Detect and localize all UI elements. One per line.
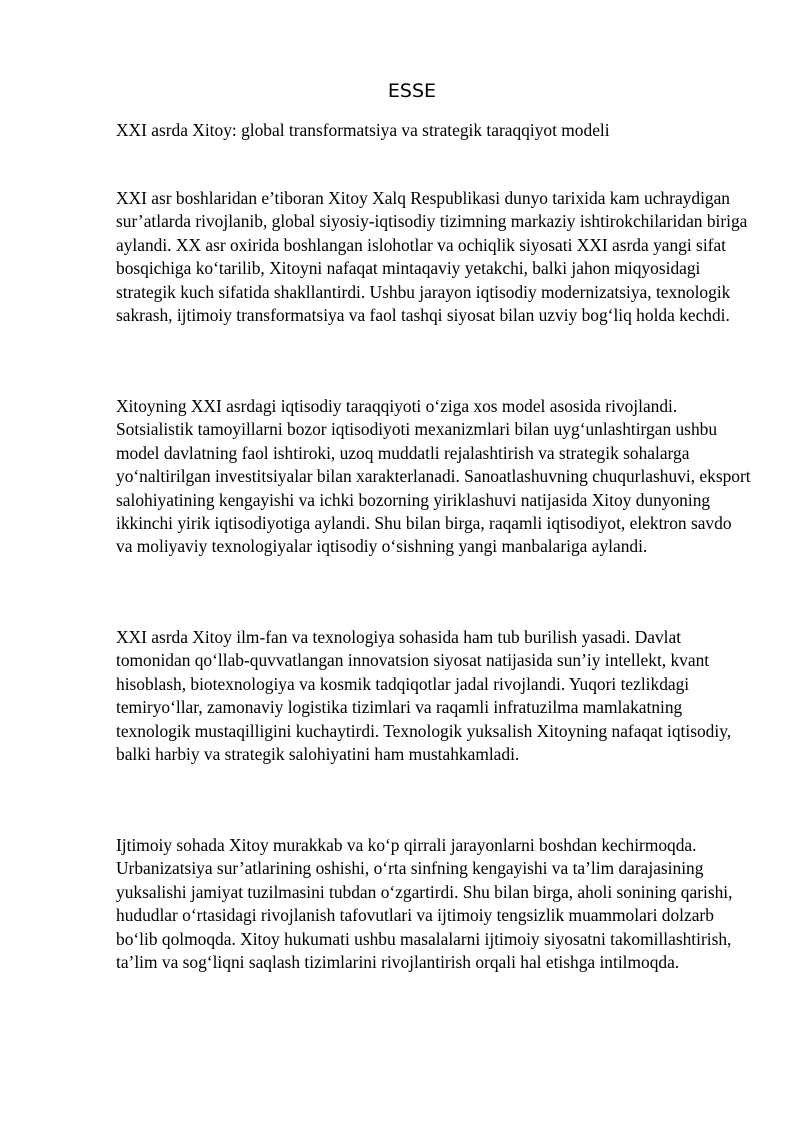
- paragraph: XXI asrda Xitoy ilm-fan va texnologiya sohasida ham tub burilish yasadi. Davlat tomonidan qoʻllab-quvvatlangan innovatsion siyosat natijasida sun’iy intellekt, kvant hisoblash, biotexnologiya va kosmik tadqiqotlar jadal rivojlandi. Yuqori tezlikdagi temiryoʻllar, zamonaviy logistika tizimlari va raqamli infratuzilma mamlakatning texnologik mustaqilligini kuchaytirdi. Texnologik yuksalish Xitoyning nafaqat iqtisodiy, balki harbiy va strategik salohiyatini ham mustahkamladi.: [116, 627, 732, 765]
- document-title: ESSE: [387, 80, 437, 102]
- document-subtitle: XXI asrda Xitoy: global transformatsiya va strategik taraqqiyot modeli: [116, 120, 610, 140]
- paragraph: Xitoyning XXI asrdagi iqtisodiy taraqqiyoti oʻziga xos model asosida rivojlandi. Sotsialistik tamoyillarni bozor iqtisodiyoti mexanizmlari bilan uygʻunlashtirgan ushbu model davlatning faol ishtiroki, uzoq muddatli rejalashtirish va strategik sohalarga yoʻnaltirilgan investitsiyalar bilan xarakterlanadi. Sanoatlashuvning chuqurlashuvi, eksport salohiyatining kengayishi va ichki bozorning yiriklashuvi natijasida Xitoy dunyoning ikkinchi yirik iqtisodiyotiga aylandi. Shu bilan birga, raqamli iqtisodiyot, elektron savdo va moliyaviy texnologiyalar iqtisodiy oʻsishning yangi manbalariga aylandi.: [116, 396, 751, 557]
- paragraph: Ijtimoiy sohada Xitoy murakkab va koʻp qirrali jarayonlarni boshdan kechirmoqda. Urbanizatsiya sur’atlarining oshishi, oʻrta sinfning kengayishi va ta’lim darajasining yuksalishi jamiyat tuzilmasini tubdan oʻzgartirdi. Shu bilan birga, aholi sonining qarishi, hududlar oʻrtasidagi rivojlanish tafovutlari va ijtimoiy tengsizlik muammolari dolzarb boʻlib qolmoqda. Xitoy hukumati ushbu masalalarni ijtimoiy siyosatni takomillashtirish, ta’lim va sogʻliqni saqlash tizimlarini rivojlantirish orqali hal etishga intilmoqda.: [116, 835, 733, 973]
- paragraph: XXI asr boshlaridan e’tiboran Xitoy Xalq Respublikasi dunyo tarixida kam uchraydigan sur’atlarda rivojlanib, global siyosiy-iqtisodiy tizimning markaziy ishtirokchilaridan biriga aylandi. XX asr oxirida boshlangan islohotlar va ochiqlik siyosati XXI asrda yangi sifat bosqichiga koʻtarilib, Xitoyni nafaqat mintaqaviy yetakchi, balki jahon miqyosidagi strategik kuch sifatida shakllantirdi. Ushbu jarayon iqtisodiy modernizatsiya, texnologik sakrash, ijtimoiy transformatsiya va faol tashqi siyosat bilan uzviy bogʻliq holda kechdi.: [116, 188, 748, 326]
